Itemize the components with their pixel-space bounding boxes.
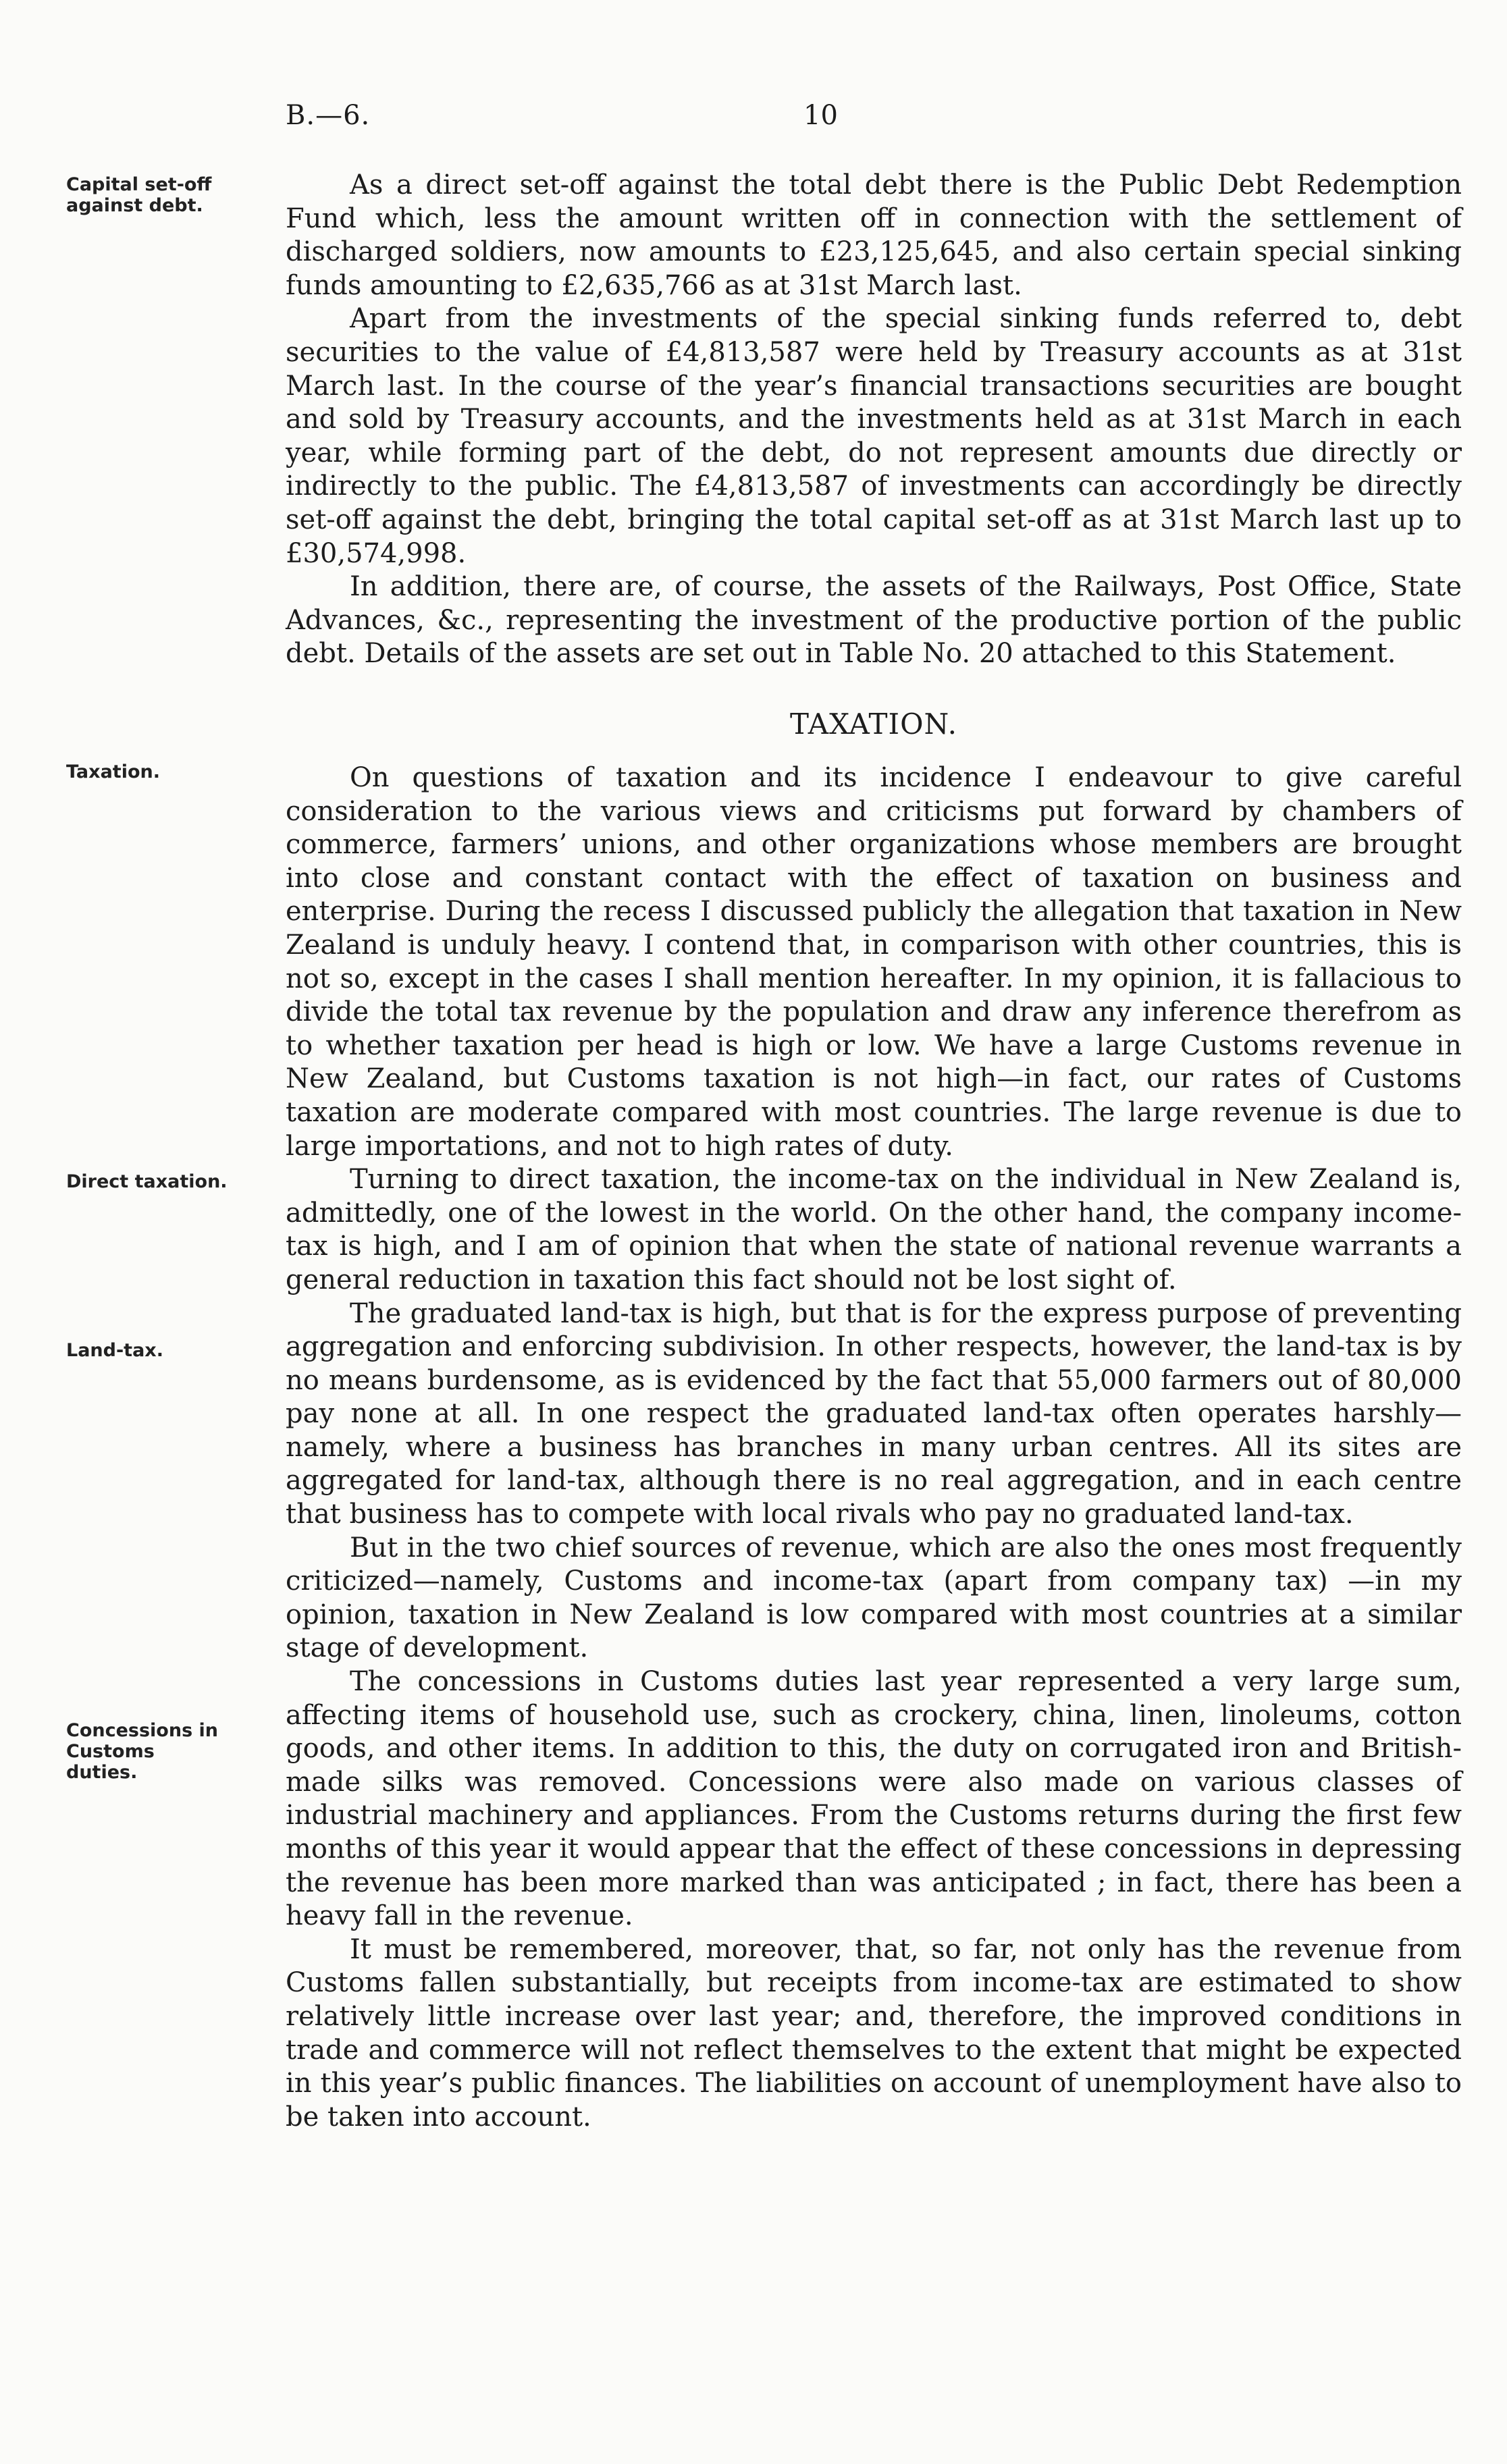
page-number: 10 [803, 100, 838, 131]
sidenote-concessions: Concessions in Customs duties. [66, 1720, 219, 1783]
paragraph: On questions of taxation and its incidence I endeavour to give careful consideration to the various views and criticisms put forward by chambers of commerce, farmers’ unions, and other organizations whose members are brought into close and constant contact with the effect of taxation on business and enterprise. During the recess I discussed publicly the allegation that taxation in New Zealand is unduly heavy. I contend that, in comparison with other countries, this is not so, except in the cases I shall mention hereafter. In my opinion, it is fallacious to divide the total tax revenue by the population and draw any inference therefrom as to whether taxation per head is high or low. We have a large Customs revenue in New Zealand, but Customs taxation is not high—in fact, our rates of Customs taxation are moderate compared with most countries. The large revenue is due to large importations, and not to high rates of duty. [286, 762, 1462, 1162]
paragraph: Apart from the investments of the special sinking funds referred to, debt securities to the value of £4,813,587 were held by Treasury accounts as at 31st March last. In the course of the year’s financial transactions securities are bought and sold by Treasury accounts, and the investments held as at 31st March in each year, while forming part of the debt, do not represent amounts due directly or indirectly to the public. The £4,813,587 of investments can accordingly be directly set-off against the debt, bringing the total capital set-off as at 31st March last up to £30,574,998. [286, 303, 1462, 569]
page-header [0, 100, 1507, 140]
paragraph: But in the two chief sources of revenue, which are also the ones most frequently criticized—namely, Customs and income-tax (apart from company tax) —in my opinion, taxation in New Zealand is low compared with most countries at a similar stage of development. [286, 1532, 1462, 1664]
taxation-section [286, 761, 1462, 2134]
sidenote-land-tax: Land-tax. [66, 1340, 163, 1361]
paragraph: Turning to direct taxation, the income-tax on the individual in New Zealand is, admittedly, one of the lowest in the world. On the other hand, the company income-tax is high, and I am of opinion that when the state of national revenue warrants a general reduction in taxation this fact should not be lost sight of. [286, 1164, 1462, 1295]
paragraph: The graduated land-tax is high, but that is for the express purpose of preventing aggregation and enforcing subdivision. In other respects, however, the land-tax is by no means burdensome, as is evidenced by the fact that 55,000 farmers out of 80,000 pay none at all. In one respect the graduated land-tax often operates harshly—namely, where a business has branches in many urban centres. All its sites are aggregated for land-tax, although there is no real aggregation, and in each centre that business has to compete with local rivals who pay no graduated land-tax. [286, 1297, 1462, 1530]
paragraph: It must be remembered, moreover, that, so far, not only has the revenue from Customs fallen substantially, but receipts from income-tax are estimated to show relatively little increase over last year; and, therefore, the improved conditions in trade and commerce will not reflect themselves to the extent that might be expected in this year’s public finances. The liabilities on account of unemployment have also to be taken into account. [286, 1933, 1462, 2133]
sidenote-capital-setoff: Capital set-off against debt. [66, 174, 212, 216]
capital-setoff-section [286, 169, 1462, 671]
paragraph: As a direct set-off against the total debt there is the Public Debt Redemption Fund which, less the amount written off in connection with the settlement of discharged soldiers, now amounts to £23,125,645, and also certain special sinking funds amounting to £2,635,766 as at 31st March last. [286, 169, 1462, 301]
paragraph: The concessions in Customs duties last year represented a very large sum, affecting items of household use, such as crockery, china, linen, linoleums, cotton goods, and other items. In addition to this, the duty on corrugated iron and British-made silks was removed. Concessions were also made on various classes of industrial machinery and appliances. From the Customs returns during the first few months of this year it would appear that the effect of these concessions in depressing the revenue has been more marked than was anticipated ; in fact, there has been a heavy fall in the revenue. [286, 1666, 1462, 1932]
section-heading: TAXATION. [790, 707, 957, 741]
paragraph: In addition, there are, of course, the assets of the Railways, Post Office, State Advances, &c., representing the investment of the productive portion of the public debt. Details of the assets are set out in Table No. 20 attached to this Statement. [286, 571, 1462, 670]
document-reference: B.—6. [286, 100, 371, 131]
sidenote-direct-taxation: Direct taxation. [66, 1171, 228, 1192]
sidenote-taxation: Taxation. [66, 761, 160, 782]
